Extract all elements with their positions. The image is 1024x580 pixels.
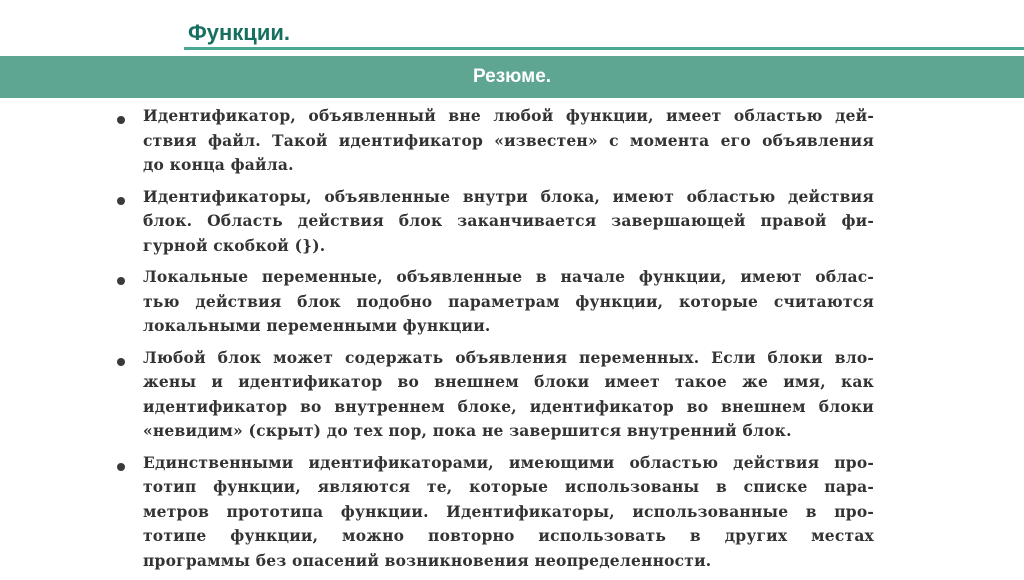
item-line: локальными переменными функции.: [143, 316, 491, 335]
item-line: Идентификатор, объявленный вне любой функции, имеет областью дей-: [143, 106, 874, 125]
title-underline: [184, 47, 1024, 50]
bullet-icon: [117, 277, 125, 285]
section-title: Резюме.: [472, 66, 552, 87]
item-line: до конца файла.: [143, 155, 294, 174]
summary-item: [112, 265, 874, 339]
item-line: гурной скобкой (}).: [143, 235, 326, 255]
item-line: Любой блок может содержать объявления переменных. Если блоки вло-: [143, 347, 874, 367]
bullet-icon: [117, 463, 125, 471]
bullet-icon: [117, 197, 125, 205]
item-line: Единственными идентификаторами, имеющими областью действия про-: [143, 452, 874, 472]
item-line: тотип функции, являются те, которые использованы в списке пара-: [143, 477, 874, 496]
summary-item: [112, 346, 874, 444]
item-line: Идентификаторы, объявленные внутри блока, имеют областью действия: [143, 186, 874, 206]
item-line: ствия файл. Такой идентификатор «известен» с момента его объявления: [143, 130, 874, 150]
item-line: Локальные переменные, объявленные в начале функции, имеют облас-: [143, 267, 874, 286]
item-line: программы без опасений возникновения неопределенности.: [143, 550, 712, 570]
item-line: жены и идентификатор во внешнем блоки имеет такое же имя, как: [143, 372, 874, 391]
item-line: метров прототипа функции. Идентификаторы, использованные в про-: [143, 501, 874, 521]
bullet-icon: [117, 358, 125, 366]
bullet-icon: [117, 116, 125, 124]
section-band: [0, 56, 1024, 98]
item-line: идентификатор во внутреннем блоке, идентификатор во внешнем блоки: [143, 396, 874, 416]
summary-item: [112, 451, 874, 574]
item-line: блок. Область действия блок заканчивается завершающей правой фи-: [143, 211, 874, 230]
item-line: тью действия блок подобно параметрам функции, которые считаются: [143, 291, 874, 311]
item-line: «невидим» (скрыт) до тех пор, пока не завершится внутренний блок.: [143, 421, 792, 440]
slide-title: Функции.: [188, 20, 290, 45]
summary-item: [112, 104, 874, 178]
item-line: тотипе функции, можно повторно использовать в других местах: [143, 526, 874, 545]
summary-item: [112, 185, 874, 259]
summary-list: [112, 104, 874, 580]
